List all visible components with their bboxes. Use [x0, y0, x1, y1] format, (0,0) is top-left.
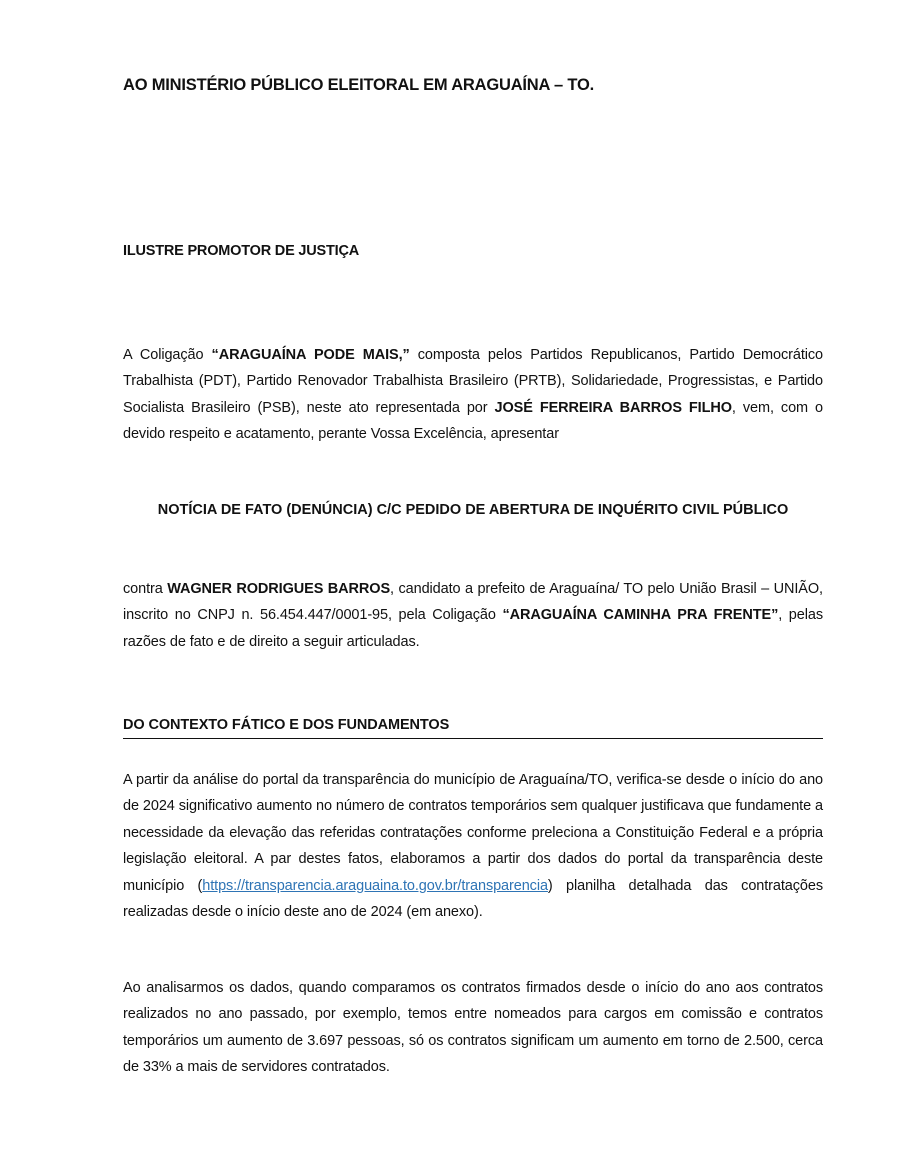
facts-paragraph-1: [123, 767, 823, 925]
facts-p1-text-b: ) planilha detalhada das contratações realizadas desde o início deste ano de 2024 (em anexo).: [123, 877, 823, 921]
defendant-name: WAGNER RODRIGUES BARROS: [167, 581, 391, 597]
facts-paragraph-2: Ao analisarmos os dados, quando comparamos os contratos firmados desde o início do ano aos contratos realizados no ano passado, por exemplo, temos entre nomeados para cargos em comissão e contratos temporários um aumento de 3.697 pessoas, só os contratos significam um aumento em torno de 2.500, cerca de 33% a mais de servidores contratados.: [123, 980, 823, 1076]
transparency-portal-link[interactable]: https://transparencia.araguaina.to.gov.br/transparencia: [202, 877, 548, 894]
facts-p1-text-a: A partir da análise do portal da transparência do município de Araguaína/TO, verifica-se desde o início do ano de 2024 significativo aumento no número de contratos temporários sem qualquer justificava que fundamente a necessidade da elevação das referidas contratações conforme preleciona a Constituição Federal e a própria legislação eleitoral. A par destes fatos, elaboramos a partir dos dados do portal da transparência deste município (: [123, 772, 823, 894]
intro-text-3: , vem, com o devido respeito e acatamento, perante Vossa Excelência, apresentar: [123, 399, 824, 443]
against-paragraph: [123, 576, 823, 655]
against-text-1: contra: [123, 581, 168, 597]
section-heading: DO CONTEXTO FÁTICO E DOS FUNDAMENTOS: [123, 717, 823, 739]
coalition-name: “ARAGUAÍNA PODE MAIS,”: [211, 347, 410, 363]
intro-text-1: A Coligação: [123, 347, 212, 363]
document-title: NOTÍCIA DE FATO (DENÚNCIA) C/C PEDIDO DE ABERTURA DE INQUÉRITO CIVIL PÚBLICO: [157, 502, 789, 518]
against-text-2: , candidato a prefeito de Araguaína/ TO pelo União Brasil – UNIÃO, inscrito no CNPJ n. 56.454.447/0001-95, pela Coligação: [123, 581, 823, 624]
addressee-heading: AO MINISTÉRIO PÚBLICO ELEITORAL EM ARAGUAÍNA – TO.: [123, 76, 594, 94]
representative-name: JOSÉ FERREIRA BARROS FILHO: [494, 399, 732, 416]
salutation-heading: ILUSTRE PROMOTOR DE JUSTIÇA: [123, 243, 360, 259]
intro-paragraph: [123, 342, 823, 448]
against-text-3: , pelas razões de fato e de direito a seguir articuladas.: [123, 607, 823, 650]
opposing-coalition-name: “ARAGUAÍNA CAMINHA PRA FRENTE”: [502, 607, 779, 624]
intro-text-2: composta pelos Partidos Republicanos, Partido Democrático Trabalhista (PDT), Partido Renovador Trabalhista Brasileiro (PRTB), Solidariedade, Progressistas, e Partido Socialista Brasileiro (PSB), neste ato representada por: [123, 347, 823, 416]
